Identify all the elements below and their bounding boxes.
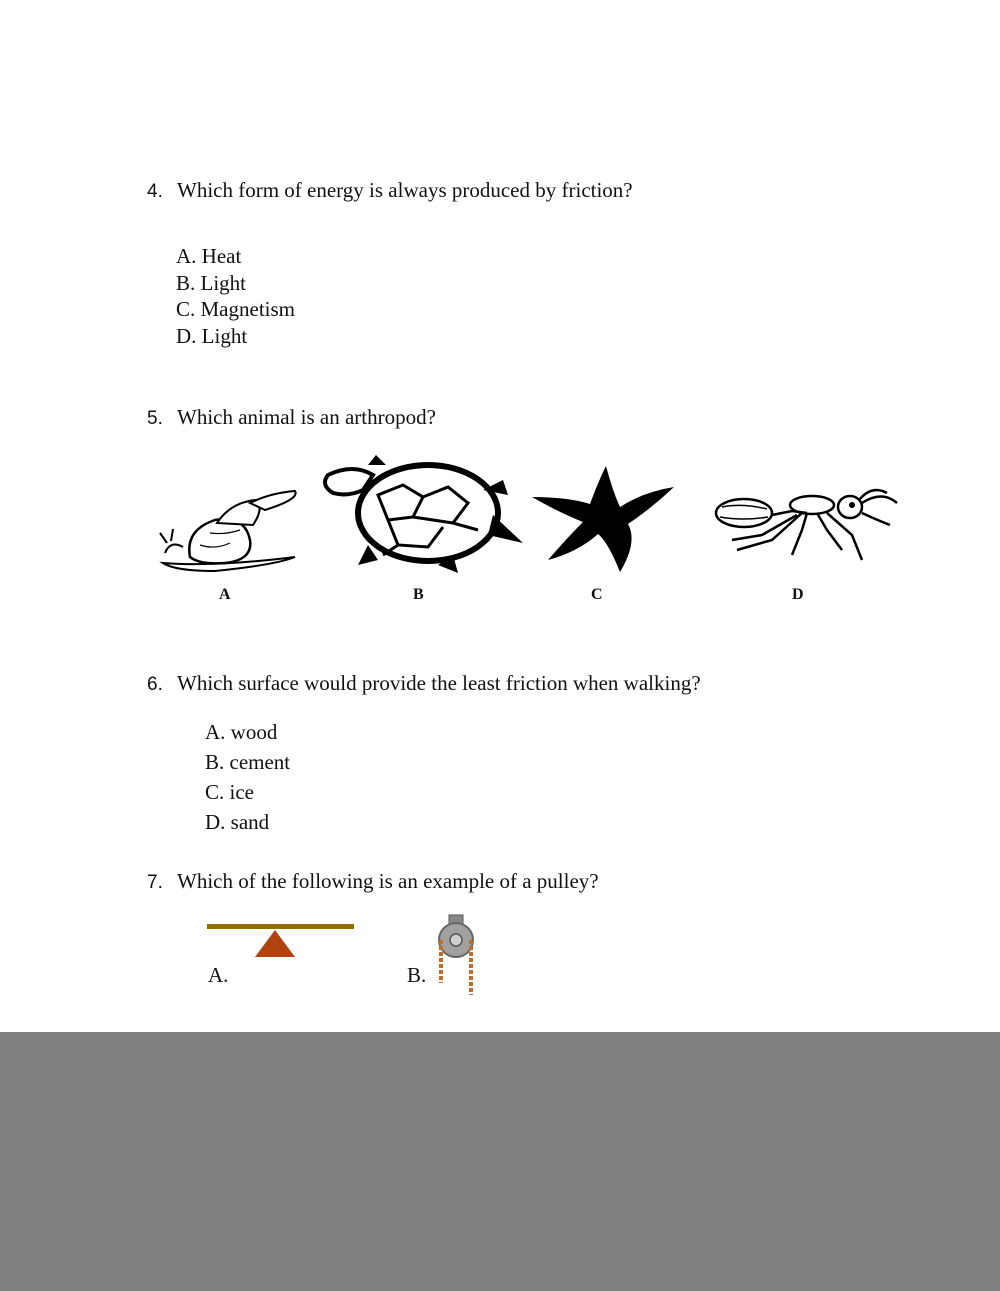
question-6 [147,671,701,696]
option-a[interactable]: A. wood [205,720,278,744]
question-number: 4. [147,181,163,202]
image-label-d: D [792,586,804,603]
ant-image[interactable] [712,485,902,565]
snail-image[interactable] [155,485,305,575]
option-d[interactable]: D. sand [205,810,270,834]
turtle-image[interactable] [318,455,528,573]
pulley-image[interactable] [436,915,476,1000]
question-5 [147,405,436,430]
question-number: 7. [147,872,163,893]
question-text: Which form of energy is always produced by friction? [177,178,633,202]
option-a-label[interactable]: A. [208,963,229,987]
question-4 [147,178,633,203]
gray-overlay [0,1032,1000,1291]
image-label-c: C [591,586,603,603]
option-b[interactable]: B. Light [176,270,247,295]
option-c[interactable]: C. Magnetism [176,297,295,321]
option-c[interactable]: C. ice [205,780,254,804]
question-number: 6. [147,674,163,695]
question-text: Which animal is an arthropod? [177,405,436,429]
question-number: 5. [147,408,163,429]
image-label-b: B [413,586,424,603]
option-b-label[interactable]: B. [407,963,427,987]
lever-image[interactable] [205,922,355,962]
question-7 [147,869,599,894]
question-4-options [176,243,295,349]
question-text: Which of the following is an example of a pulley? [177,869,599,893]
starfish-image[interactable] [528,462,678,574]
option-d[interactable]: D. Light [176,323,248,348]
option-a[interactable]: A. Heat [176,244,242,268]
question-text: Which surface would provide the least friction when walking? [177,671,701,695]
image-label-a: A [219,586,231,603]
question-6-options [205,717,290,837]
option-b[interactable]: B. cement [205,750,291,774]
